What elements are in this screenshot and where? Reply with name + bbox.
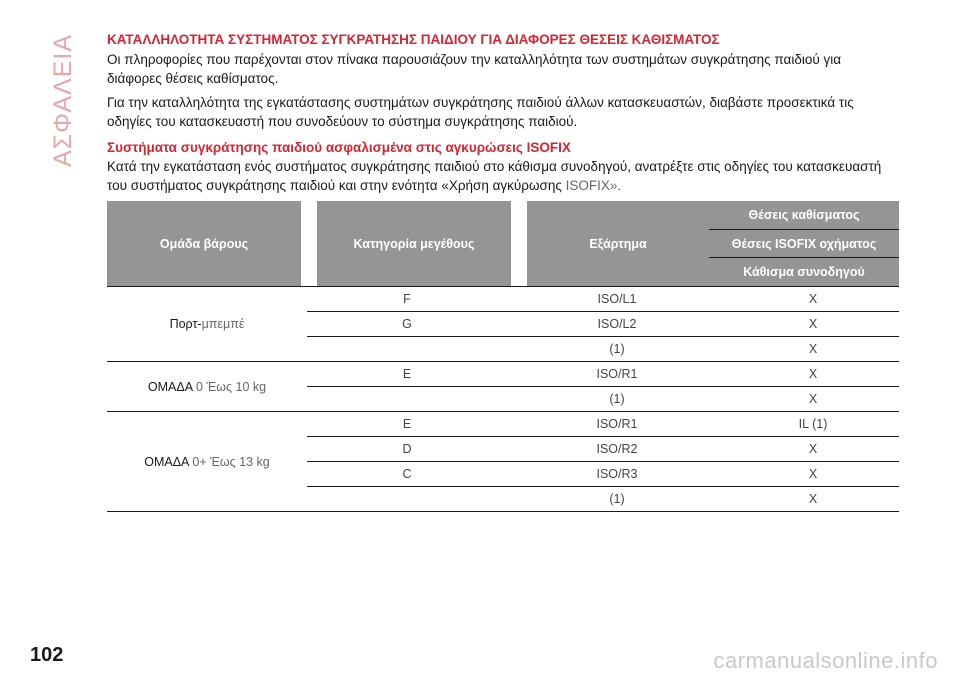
cell-seat: X: [808, 292, 818, 306]
table-header: [107, 201, 899, 286]
cell-size: F: [403, 292, 411, 306]
cell-fixture: ISO/L1: [597, 292, 637, 306]
intro-paragraph: Οι πληροφορίες που παρέχονται στον πίνακα παρουσιάζουν την καταλληλότητα των συστημάτων συγκράτησης παιδιού για διάφορες θέσεις καθίσματος.: [107, 52, 842, 86]
cell-size: D: [402, 442, 412, 456]
table-row: [307, 486, 899, 511]
group-label-main: Πορτ-: [169, 317, 202, 331]
table-row: [307, 287, 899, 311]
table-group-0-plus: [107, 411, 899, 511]
cell-seat: X: [808, 492, 818, 506]
header-isofix-positions: Θέσεις ISOFIX οχήματος: [709, 230, 899, 259]
watermark: carmanualsonline.info: [713, 648, 938, 673]
cell-seat: X: [808, 442, 818, 456]
page-heading: ΚΑΤΑΛΛΗΛΟΤΗΤΑ ΣΥΣΤΗΜΑΤΟΣ ΣΥΓΚΡΑΤΗΣΗΣ ΠΑΙΔΙΟΥ ΓΙΑ ΔΙΑΦΟΡΕΣ ΘΕΣΕΙΣ ΚΑΘΙΣΜΑΤΟΣ: [107, 32, 720, 47]
cell-fixture: ISO/L2: [597, 317, 637, 331]
cell-seat: X: [808, 317, 818, 331]
header-weight-group: Ομάδα βάρους: [107, 201, 301, 286]
page-content: [107, 32, 899, 201]
section-side-tab: [44, 30, 84, 170]
group-label: [107, 287, 307, 361]
cell-fixture: ISO/R1: [596, 417, 638, 431]
header-size-category: Κατηγορία μεγέθους: [317, 201, 511, 286]
group-rows: [307, 287, 899, 361]
isofix-suitability-table: [107, 201, 899, 512]
group-label-dim: 0+ Έως 13 kg: [192, 454, 270, 469]
table-row: [307, 436, 899, 461]
cell-fixture: ISO/R3: [596, 467, 638, 481]
cell-seat: X: [808, 467, 818, 481]
cell-seat: IL (1): [798, 417, 828, 431]
cell-fixture: (1): [609, 342, 625, 356]
group-label: [107, 412, 307, 511]
cell-fixture: ISO/R2: [596, 442, 638, 456]
page-number: 102: [30, 644, 64, 666]
cell-seat: X: [808, 367, 818, 381]
cell-seat: X: [808, 392, 818, 406]
cell-size: E: [402, 417, 412, 431]
cell-seat: X: [808, 342, 818, 356]
table-row: [307, 362, 899, 386]
group-label-dim: 0 Έως 10 kg: [196, 379, 267, 394]
isofix-paragraph-text: Κατά την εγκατάσταση ενός συστήματος συγκράτησης παιδιού στο κάθισμα συνοδηγού, ανατρέξτε στις οδηγίες του κατασκευαστή του συστήματος συγκράτησης παιδιού και στην ενότητα «Χρήση αγκύρωσης: [107, 159, 882, 193]
isofix-paragraph-ref: ISOFIX».: [565, 177, 622, 193]
cell-fixture: ISO/R1: [596, 367, 638, 381]
cell-fixture: (1): [609, 492, 625, 506]
header-passenger-seat: Κάθισμα συνοδηγού: [709, 258, 899, 286]
header-seat-stack: [709, 201, 899, 286]
other-manufacturers-paragraph: Για την καταλληλότητα της εγκατάστασης συστημάτων συγκράτησης παιδιού άλλων κατασκευαστών, διαβάστε προσεκτικά τις οδηγίες του κατασκευαστή που συνοδεύουν το σύστημα συγκράτησης παιδιού.: [107, 95, 854, 129]
cell-fixture: (1): [609, 392, 625, 406]
table-row: [307, 336, 899, 361]
cell-size: C: [402, 467, 412, 481]
cell-size: G: [402, 317, 412, 331]
group-rows: [307, 362, 899, 411]
table-row: [307, 311, 899, 336]
cell-size: E: [402, 367, 412, 381]
header-fixture: Εξάρτημα: [527, 201, 709, 286]
header-seat-positions: Θέσεις καθίσματος: [709, 201, 899, 230]
table-group-carrycot: [107, 286, 899, 361]
table-body: [107, 286, 899, 512]
isofix-paragraph: [107, 158, 899, 195]
group-label-main: ΟΜΑΔΑ: [144, 454, 190, 469]
group-rows: [307, 412, 899, 511]
table-row: [307, 461, 899, 486]
table-row: [307, 386, 899, 411]
group-label-dim: μπεμπέ: [201, 317, 245, 331]
table-row: [307, 412, 899, 436]
table-group-0: [107, 361, 899, 411]
isofix-subheading: Συστήματα συγκράτησης παιδιού ασφαλισμένα στις αγκυρώσεις ISOFIX: [107, 140, 571, 155]
section-side-tab-label: ΑΣΦΑΛΕΙΑ: [49, 33, 78, 167]
group-label-main: ΟΜΑΔΑ: [147, 379, 194, 394]
group-label: [107, 362, 307, 411]
